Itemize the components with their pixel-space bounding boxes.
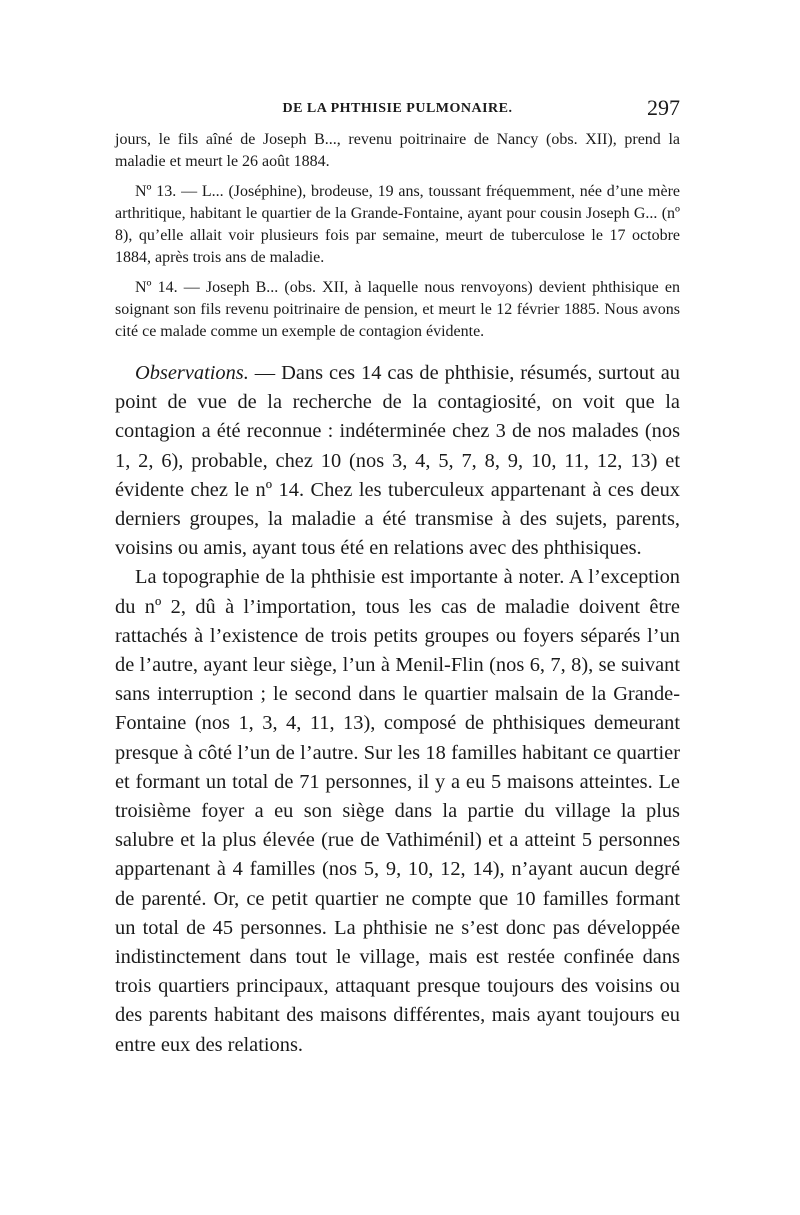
observations-lead: Observations. [135, 362, 249, 384]
paragraph-case-13: Nº 13. — L... (Joséphine), brodeuse, 19 ans, toussant fréquemment, née d’une mère arthritique, habitant le quartier de la Grande-Fontaine, ayant pour cousin Joseph G... (nº 8), qu’elle allait voir plusieurs fois par semaine, meurt de tuberculose le 17 octobre 1884, après trois ans de maladie. [115, 183, 680, 266]
document-page [115, 95, 680, 1060]
paragraph-observations [115, 359, 680, 563]
paragraph-case-14: Nº 14. — Joseph B... (obs. XII, à laquelle nous renvoyons) devient phthisique en soignant son fils revenu poitrinaire de pension, et meurt le 12 février 1885. Nous avons cité ce malade comme un exemple de contagion évidente. [115, 279, 680, 340]
observations-text: — Dans ces 14 cas de phthisie, résumés, surtout au point de vue de la recherche de la contagiosité, on voit que la contagion a été reconnue : indéterminée chez 3 de nos malades (nos 1, 2, 6), probable, chez 10 (nos 3, 4, 5, 7, 8, 9, 10, 11, 12, 13) et évidente chez le nº 14. Chez les tuberculeux appartenant à ces deux derniers groupes, la maladie a été transmise à des sujets, parents, voisins ou amis, ayant tous été en relations avec des phthisiques. [115, 362, 680, 560]
running-title: DE LA PHTHISIE PULMONAIRE. [282, 101, 513, 116]
running-header [115, 95, 680, 121]
page-number: 297 [647, 95, 680, 120]
paragraph-topographie: La topographie de la phthisie est importante à noter. A l’exception du nº 2, dû à l’importation, tous les cas de maladie doivent être rattachés à l’existence de trois petits groupes ou foyers séparés l’un de l’autre, ayant leur siège, l’un à Menil-Flin (nos 6, 7, 8), se suivant sans interruption ; le second dans le quartier malsain de la Grande-Fontaine (nos 1, 3, 4, 11, 13), composé de phthisiques demeurant presque à côté l’un de l’autre. Sur les 18 familles habitant ce quartier et formant un total de 71 personnes, il y a eu 5 maisons atteintes. Le troisième foyer a eu son siège dans la partie du village la plus salubre et la plus élevée (rue de Vathiménil) et a atteint 5 personnes appartenant à 4 familles (nos 5, 9, 10, 12, 14), n’ayant aucun degré de parenté. Or, ce petit quartier ne compte que 10 familles formant un total de 45 personnes. La phthisie ne s’est donc pas développée indistinctement dans tout le village, mais est restée confinée dans trois quartiers principaux, attaquant presque toujours des voisins ou des parents habitant des maisons différentes, mais ayant toujours eu entre eux des relations. [115, 566, 680, 1056]
paragraph-continuation: jours, le fils aîné de Joseph B..., revenu poitrinaire de Nancy (obs. XII), prend la maladie et meurt le 26 août 1884. [115, 131, 680, 170]
